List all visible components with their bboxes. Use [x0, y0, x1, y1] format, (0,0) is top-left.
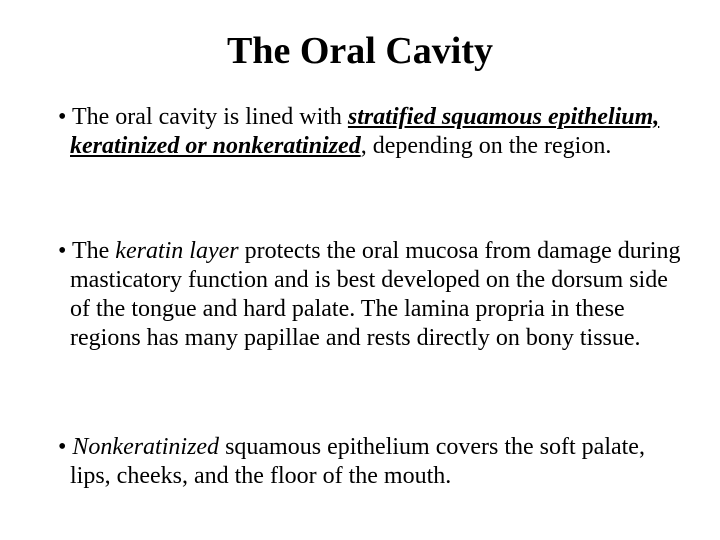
bullet-marker: • [58, 434, 67, 460]
bullet-emphasis: Nonkeratinized [72, 434, 220, 460]
bullet-text-after: squamous epithelium covers the soft palate, lips, cheeks, and the floor of the mouth. [70, 434, 645, 489]
bullet-item-lining [58, 103, 690, 161]
bullet-emphasis: keratin layer [115, 238, 239, 264]
bullet-text-before: The [71, 238, 116, 264]
bullet-marker: • [58, 238, 67, 264]
slide-title: The Oral Cavity [227, 30, 493, 72]
bullet-item-keratin [58, 237, 690, 353]
bullet-emphasis: stratified squamous epithelium, keratinized or nonkeratinized [70, 104, 660, 159]
bullet-text-after: , depending on the region. [360, 133, 612, 159]
bullet-text-before: The oral cavity is lined with [71, 104, 348, 130]
bullet-text-after: protects the oral mucosa from damage during masticatory function and is best developed on the dorsum side of the tongue and hard palate. The lamina propria in these regions has many papillae and rests directly on bony tissue. [70, 238, 681, 351]
bullet-marker: • [58, 104, 67, 130]
bullet-item-nonkeratinized [58, 433, 690, 491]
